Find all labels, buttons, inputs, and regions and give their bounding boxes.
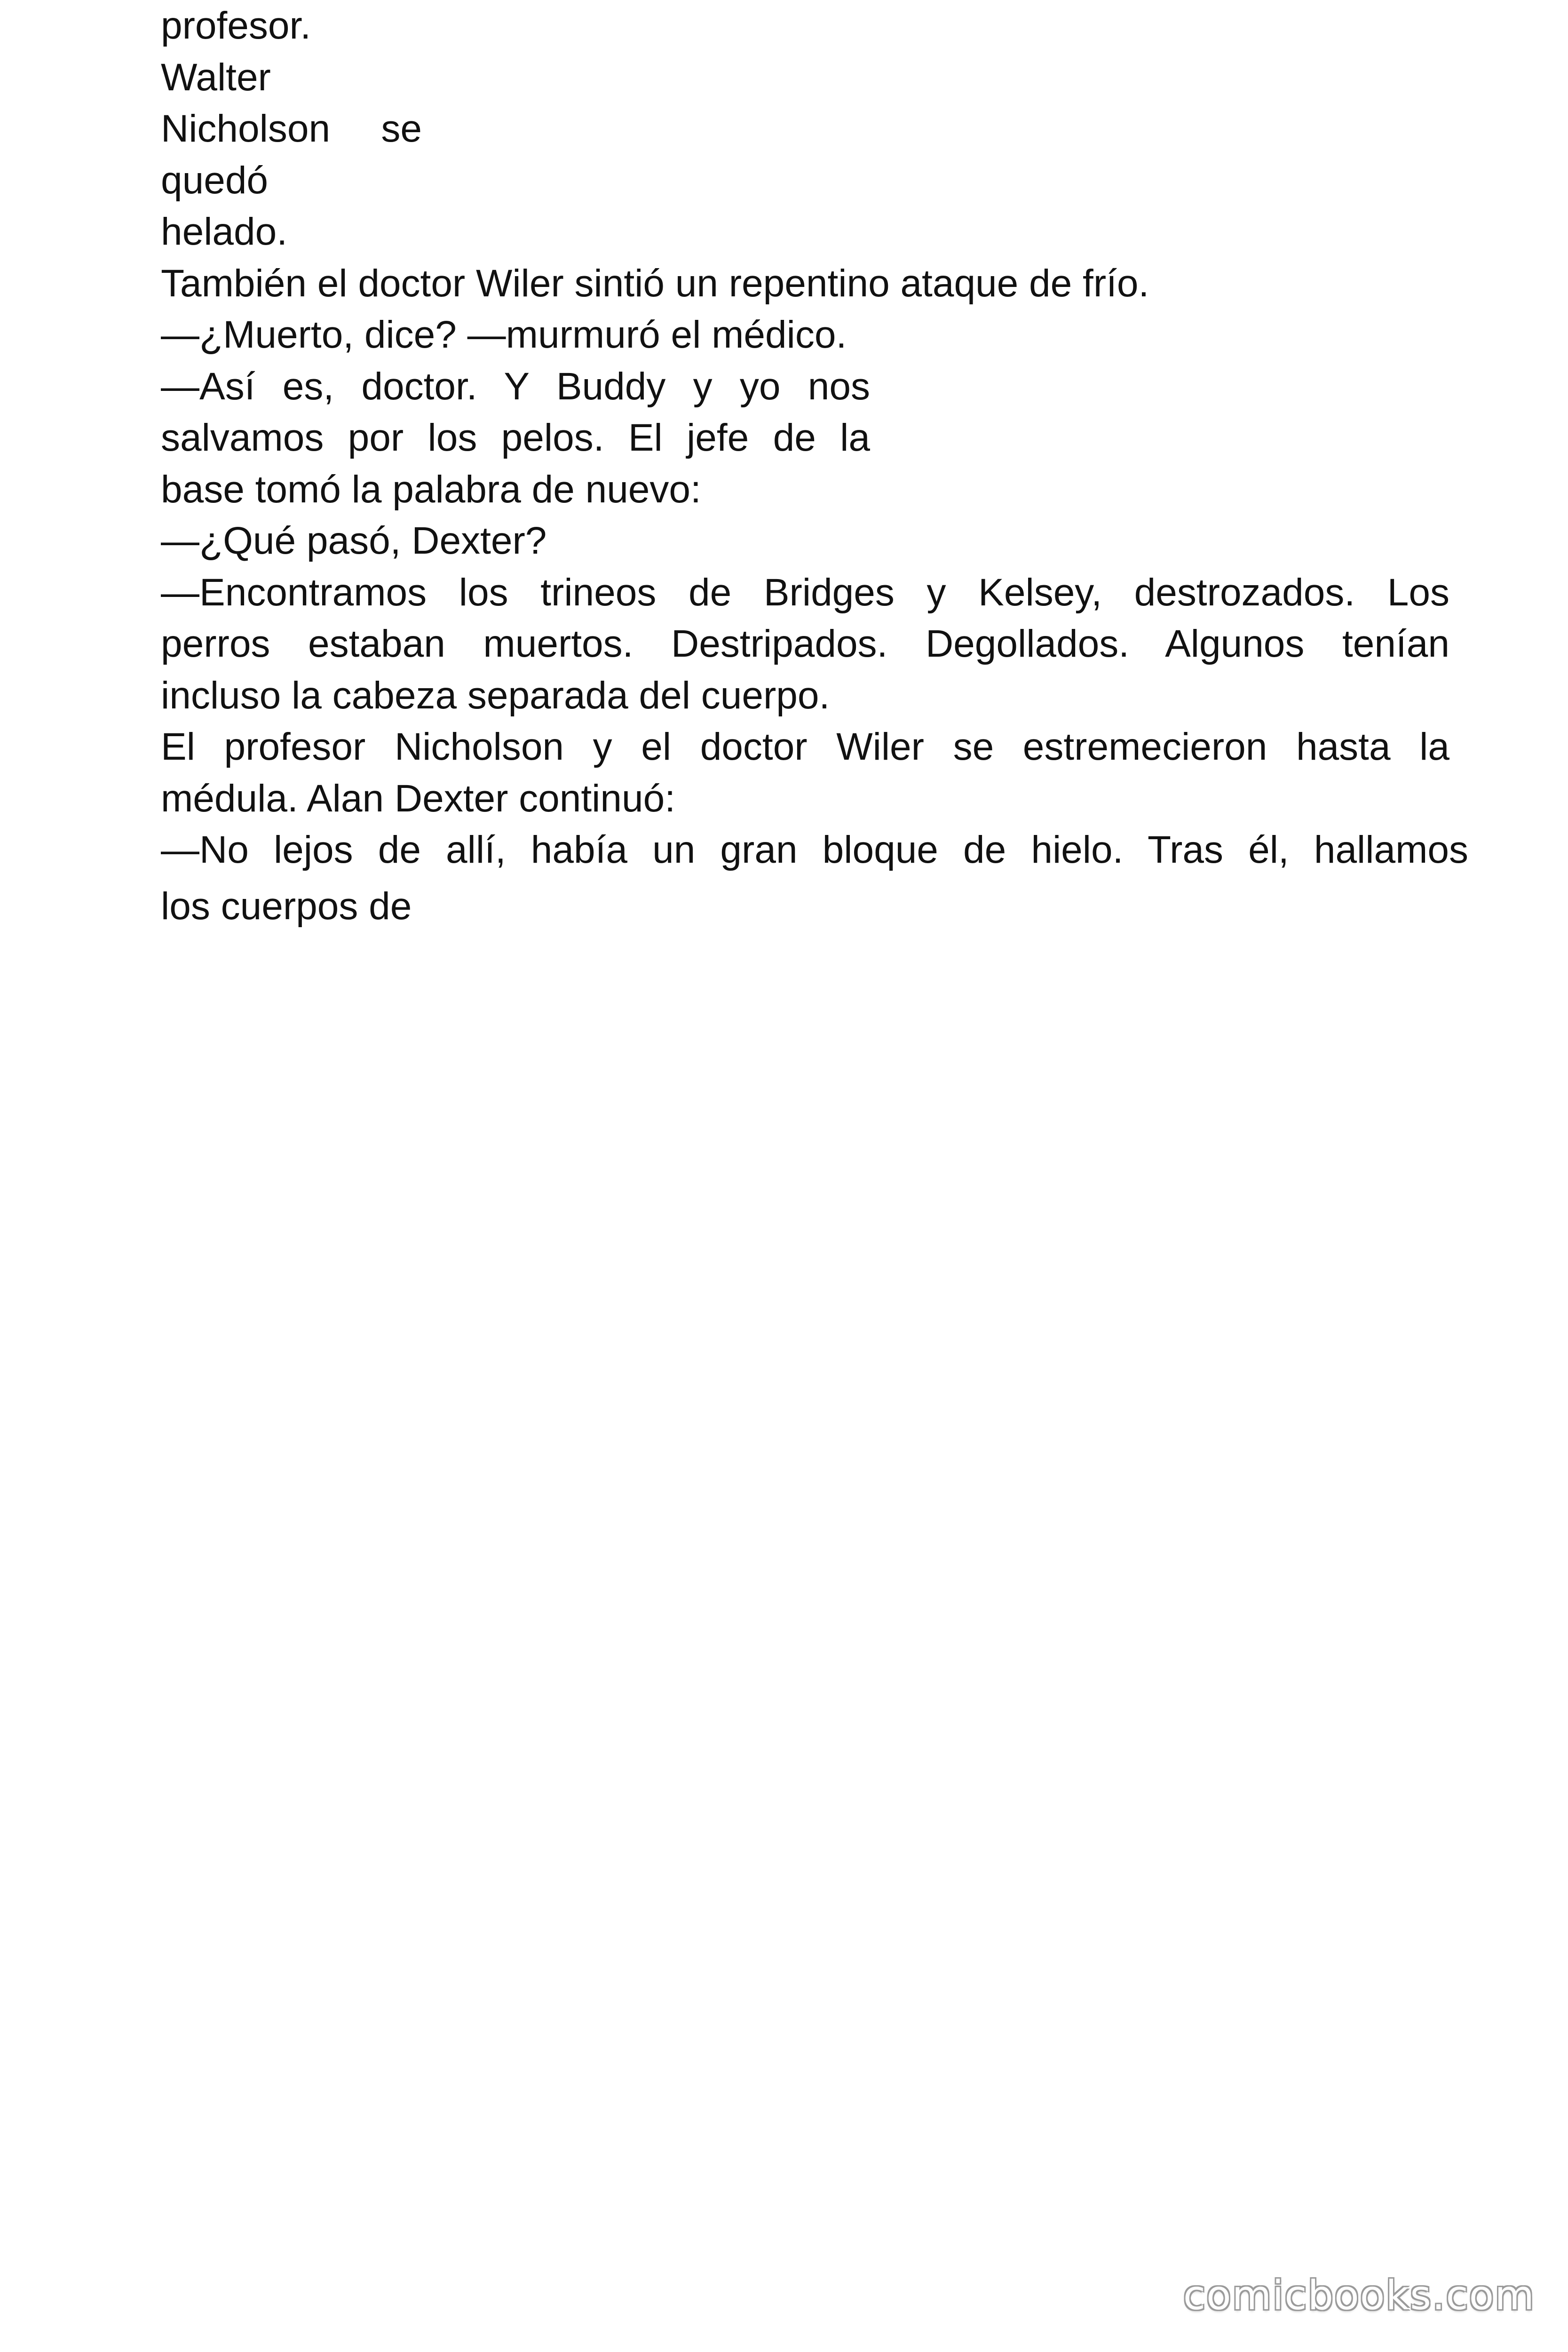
text-line: Nicholson se [161,107,422,150]
text-line: los cuerpos de [161,884,412,928]
text-line: perros estaban muertos. Destripados. Degollados. Algunos tenían [161,622,1449,665]
text-line: Walter [161,56,271,99]
text-line: helado. [161,210,288,253]
text-line: salvamos por los pelos. El jefe de la [161,416,870,459]
text-line: El profesor Nicholson y el doctor Wiler se estremecieron hasta la [161,725,1449,768]
text-line: base tomó la palabra de nuevo: [161,468,701,511]
text-line: —Encontramos los trineos de Bridges y Kelsey, destrozados. Los [161,571,1449,614]
text-line: médula. Alan Dexter continuó: [161,777,675,820]
body-text [161,0,1468,932]
text-line: —¿Qué pasó, Dexter? [161,519,547,562]
text-line: quedó [161,159,269,202]
text-line: También el doctor Wiler sintió un repentino ataque de frío. [161,262,1149,305]
text-line: profesor. [161,4,311,47]
text-line: —No lejos de allí, había un gran bloque de hielo. Tras él, hallamos [161,828,1468,871]
watermark-logo: comicbooks.com [1183,2272,1535,2319]
text-line: incluso la cabeza separada del cuerpo. [161,674,830,717]
text-line: —¿Muerto, dice? —murmuró el médico. [161,313,847,356]
text-line: —Así es, doctor. Y Buddy y yo nos [161,365,870,408]
